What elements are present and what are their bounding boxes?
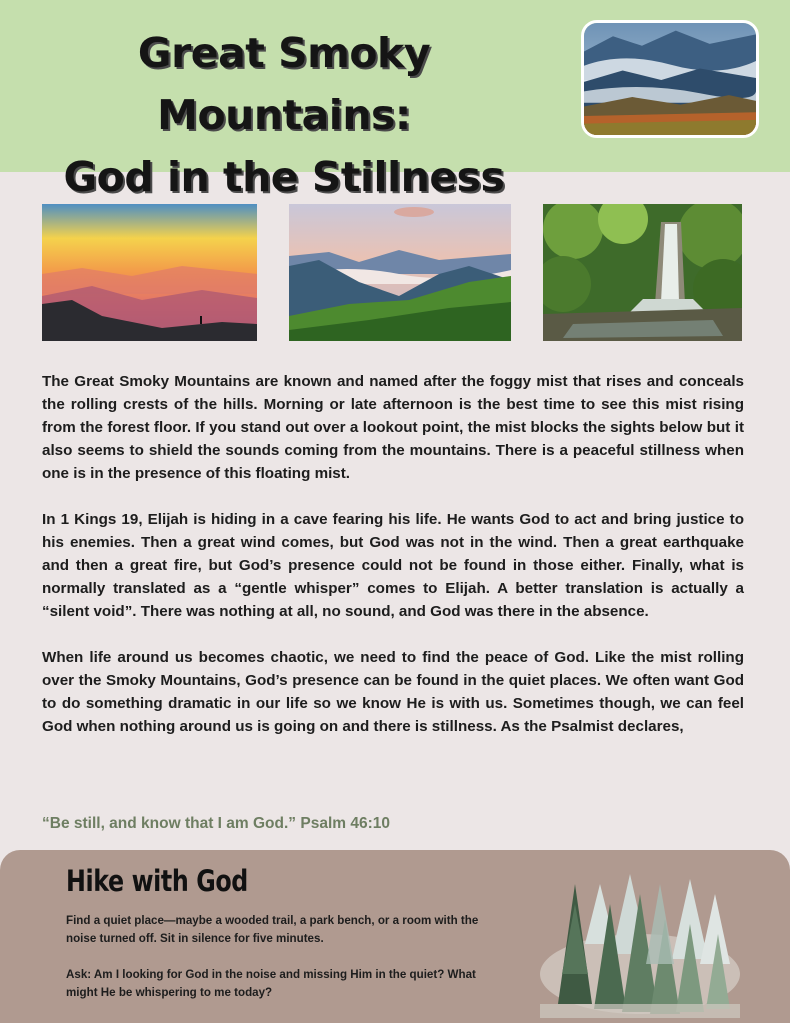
paragraph-2: In 1 Kings 19, Elijah is hiding in a cave fearing his life. He wants God to act and bring justice to his enemies. Then a great wind comes, but God was not in the wind. Then a great earthquake and then a great fire, but God’s presence could not be found in those either. Finally, what is normally translated as a “gentle whisper” comes to Elijah. A better translation is actually a “silent void”. There was nothing at all, no sound, and God was there in the absence. bbox=[42, 511, 744, 620]
sunset-mountains-photo bbox=[42, 204, 257, 341]
footer-title: Hike with God bbox=[66, 864, 248, 898]
header-banner bbox=[0, 0, 790, 201]
footer-instruction: Find a quiet place—maybe a wooded trail, a park bench, or a room with the noise turned off. Sit in silence for five minutes. bbox=[66, 914, 479, 945]
scripture-quote: “Be still, and know that I am God.” Psalm 46:10 bbox=[42, 815, 390, 832]
footer-question: Ask: Am I looking for God in the noise and missing Him in the quiet? What might He be whispering to me today? bbox=[66, 968, 476, 999]
valley-clouds-photo bbox=[289, 204, 511, 341]
paragraph-3: When life around us becomes chaotic, we need to find the peace of God. Like the mist rolling over the Smoky Mountains, God’s presence can be found in the quiet places. We often want God to do something dramatic in our life so we know He is with us. Sometimes though, we can feel God when nothing around us is going on and there is stillness. As the Psalmist declares, bbox=[42, 649, 744, 735]
main-article bbox=[42, 370, 744, 761]
footer-panel bbox=[0, 850, 790, 1023]
paragraph-1: The Great Smoky Mountains are known and named after the foggy mist that rises and conceals the rolling crests of the hills. Morning or late afternoon is the best time to see this mist rising from the forest floor. If you stand out over a lookout point, the mist blocks the sights below but it also seems to shield the sounds coming from the mountains. There is a peaceful stillness when one is in the presence of this floating mist. bbox=[42, 373, 744, 482]
waterfall-forest-photo bbox=[543, 204, 742, 341]
misty-mountains-photo bbox=[581, 20, 759, 138]
footer-text bbox=[66, 912, 506, 1020]
watercolor-trees-illustration bbox=[540, 864, 740, 1018]
page-title bbox=[14, 22, 554, 208]
title-line-1: Great Smoky Mountains: bbox=[137, 29, 431, 139]
title-line-2: God in the Stillness bbox=[63, 153, 505, 201]
